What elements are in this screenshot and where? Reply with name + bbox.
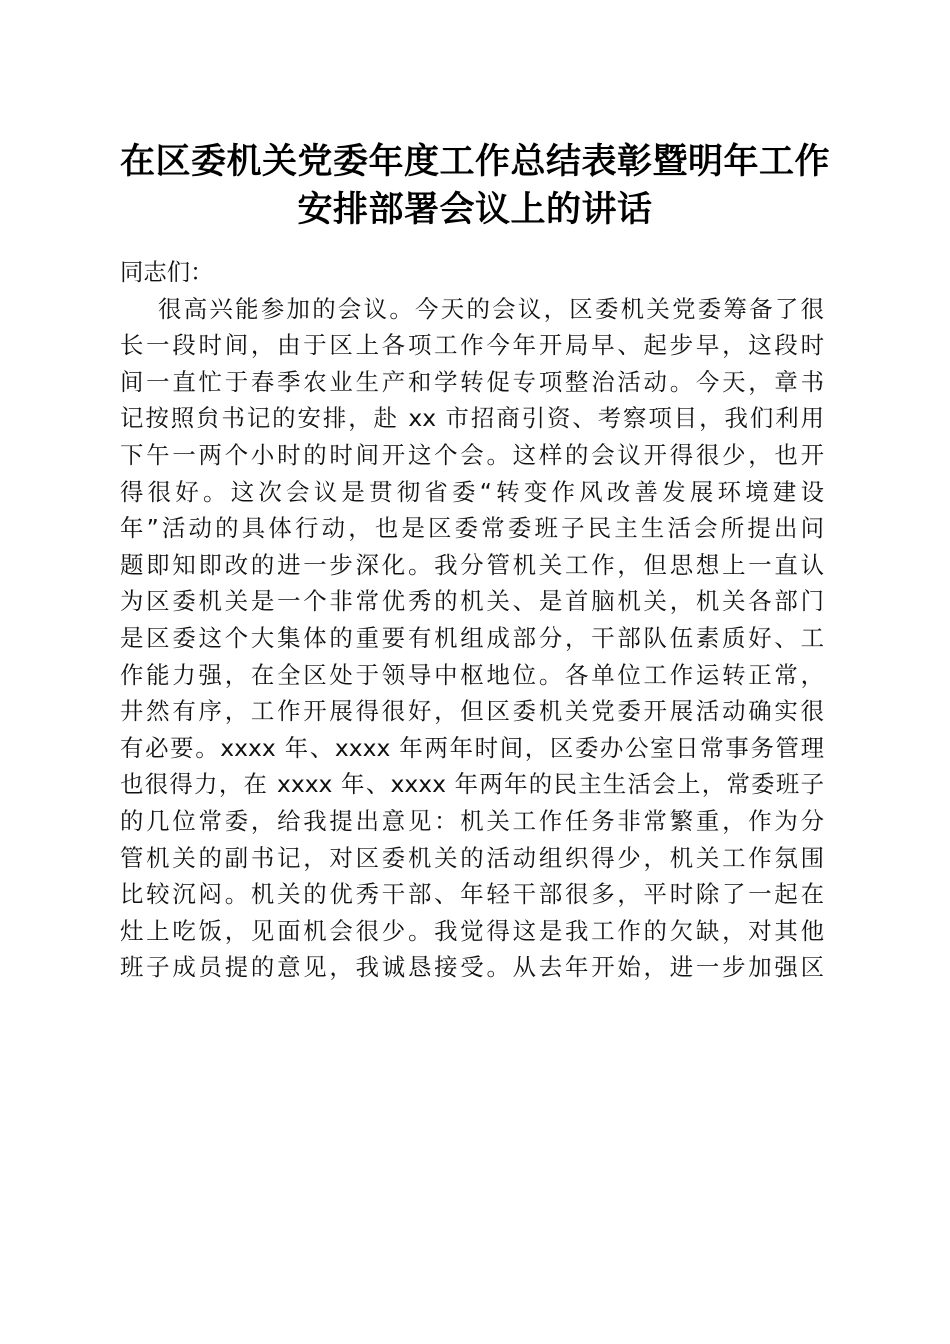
paragraph-line: 管机关的副书记，对区委机关的活动组织得少，机关工作氛围 — [120, 843, 824, 872]
salutation: 同志们： — [120, 258, 214, 286]
paragraph-line: 年”活动的具体行动，也是区委常委班子民主生活会所提出问 — [120, 514, 824, 543]
paragraph-line: 的几位常委，给我提出意见：机关工作任务非常繁重，作为分 — [120, 806, 824, 835]
paragraph-line: 也很得力，在 xxxx 年、xxxx 年两年的民主生活会上，常委班子 — [120, 770, 824, 799]
paragraph-line: 很高兴能参加的会议。今天的会议，区委机关党委筹备了很 — [158, 294, 824, 323]
title-line-2: 安排部署会议上的讲话 — [297, 189, 653, 230]
paragraph-line: 下午一两个小时的时间开这个会。这样的会议开得很少，也开 — [120, 440, 824, 469]
paragraph-line: 班子成员提的意见，我诚恳接受。从去年开始，进一步加强区 — [120, 953, 824, 982]
paragraph-line: 题即知即改的进一步深化。我分管机关工作，但思想上一直认 — [120, 550, 824, 579]
paragraph-line: 长一段时间，由于区上各项工作今年开局早、起步早，这段时 — [120, 331, 824, 360]
paragraph-line: 记按照贠书记的安排，赴 xx 市招商引资、考察项目，我们利用 — [120, 404, 824, 433]
paragraph-line: 得很好。这次会议是贯彻省委“转变作风改善发展环境建设 — [120, 477, 824, 506]
paragraph-line: 比较沉闷。机关的优秀干部、年轻干部很多，平时除了一起在 — [120, 880, 824, 909]
paragraph-line: 作能力强，在全区处于领导中枢地位。各单位工作运转正常， — [120, 660, 824, 689]
paragraph-line: 是区委这个大集体的重要有机组成部分，干部队伍素质好、工 — [120, 623, 824, 652]
paragraph — [120, 291, 824, 986]
paragraph-line: 灶上吃饭，见面机会很少。我觉得这是我工作的欠缺，对其他 — [120, 916, 824, 945]
paragraph-line: 间一直忙于春季农业生产和学转促专项整治活动。今天，章书 — [120, 367, 824, 396]
document-body — [120, 254, 824, 986]
paragraph-line: 为区委机关是一个非常优秀的机关、是首脑机关，机关各部门 — [120, 587, 824, 616]
paragraph-line: 井然有序，工作开展得很好，但区委机关党委开展活动确实很 — [120, 697, 824, 726]
document-title — [100, 138, 850, 234]
paragraph-line: 有必要。xxxx 年、xxxx 年两年时间，区委办公室日常事务管理 — [120, 733, 824, 762]
title-line-1: 在区委机关党委年度工作总结表彰暨明年工作 — [119, 141, 830, 182]
